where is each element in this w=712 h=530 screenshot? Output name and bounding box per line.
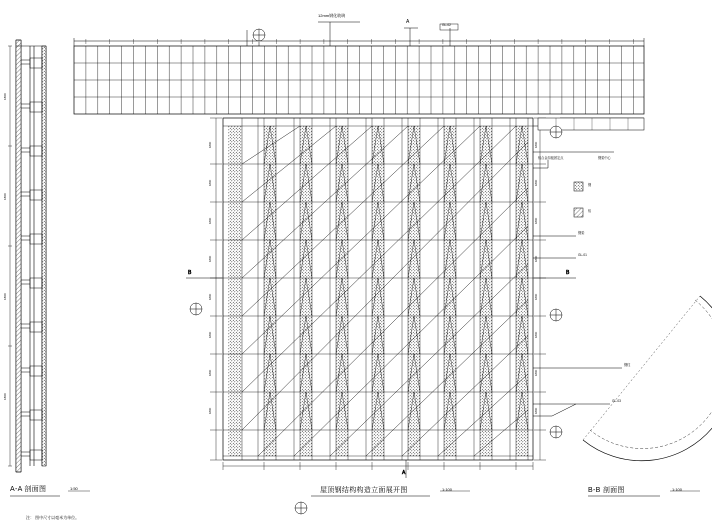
svg-text:A: A <box>402 470 406 476</box>
title-section-aa: A-A 剖面图 <box>10 486 47 493</box>
top-leader-lines <box>247 19 458 46</box>
note-left-units: 注： 图中尺寸以毫米为单位。 <box>26 515 80 520</box>
svg-text:B: B <box>188 270 192 276</box>
label-steel-beam: 钢梁 <box>578 231 585 235</box>
svg-text:1800: 1800 <box>3 393 7 400</box>
svg-text:1800: 1800 <box>208 179 212 186</box>
svg-text:1800: 1800 <box>534 369 538 376</box>
svg-text:1800: 1800 <box>534 141 538 148</box>
section-mark-a-bottom <box>402 460 406 478</box>
main-grid-right-dim-text <box>534 141 538 414</box>
scale-center: 1:100 <box>442 487 453 492</box>
svg-text:1800: 1800 <box>208 331 212 338</box>
label-gl-01: GL-01 <box>578 253 587 257</box>
title-center-elevation: 屋顶钢结构构造立面展开图 <box>320 487 408 494</box>
legend-label-steel: 钢 <box>588 183 592 187</box>
label-gl-03: GL-03 <box>612 399 621 403</box>
svg-text:1800: 1800 <box>3 293 7 300</box>
section-bb-arc <box>583 296 712 461</box>
svg-text:1800: 1800 <box>208 255 212 262</box>
svg-text:1800: 1800 <box>208 369 212 376</box>
tag-gl-02-top: GL-02 <box>442 23 451 27</box>
svg-text:1800: 1800 <box>534 217 538 224</box>
section-mark-b-right <box>533 270 576 278</box>
note-beam-center: 钢梁中心 <box>598 156 611 160</box>
legend-swatches <box>574 182 583 217</box>
main-grid-left-dim-text <box>208 141 212 414</box>
svg-text:1800: 1800 <box>534 179 538 186</box>
note-aluminum-fixing: 铝合金扣板固定点 <box>538 156 564 160</box>
svg-text:1800: 1800 <box>534 293 538 300</box>
svg-text:1800: 1800 <box>208 293 212 300</box>
legend-label-aluminum: 铝 <box>588 209 592 213</box>
main-roof-grid <box>223 118 533 460</box>
svg-text:1800: 1800 <box>534 255 538 262</box>
label-steel-column: 钢柱 <box>624 363 631 367</box>
scale-section-aa: 1:50 <box>70 486 78 491</box>
svg-text:1800: 1800 <box>208 141 212 148</box>
note-glass-thickness: 12mm钢化玻璃 <box>318 13 346 18</box>
main-grid-bottom-dimensions <box>223 462 533 470</box>
section-mark-b-left <box>186 270 223 278</box>
svg-text:1800: 1800 <box>3 193 7 200</box>
svg-text:1800: 1800 <box>208 217 212 224</box>
svg-text:1800: 1800 <box>3 93 7 100</box>
top-glass-panel-band <box>74 38 644 114</box>
section-mark-a-top: A <box>406 19 410 25</box>
section-aa-dimensions <box>3 93 7 400</box>
section-aa-detail <box>8 40 46 472</box>
scale-section-bb: 1:100 <box>672 487 683 492</box>
svg-text:B: B <box>566 270 570 276</box>
svg-text:1800: 1800 <box>534 331 538 338</box>
right-leader-lines <box>533 118 644 416</box>
svg-text:1800: 1800 <box>208 407 212 414</box>
svg-text:1800: 1800 <box>534 407 538 414</box>
title-section-bb: B-B 剖面图 <box>588 487 625 494</box>
